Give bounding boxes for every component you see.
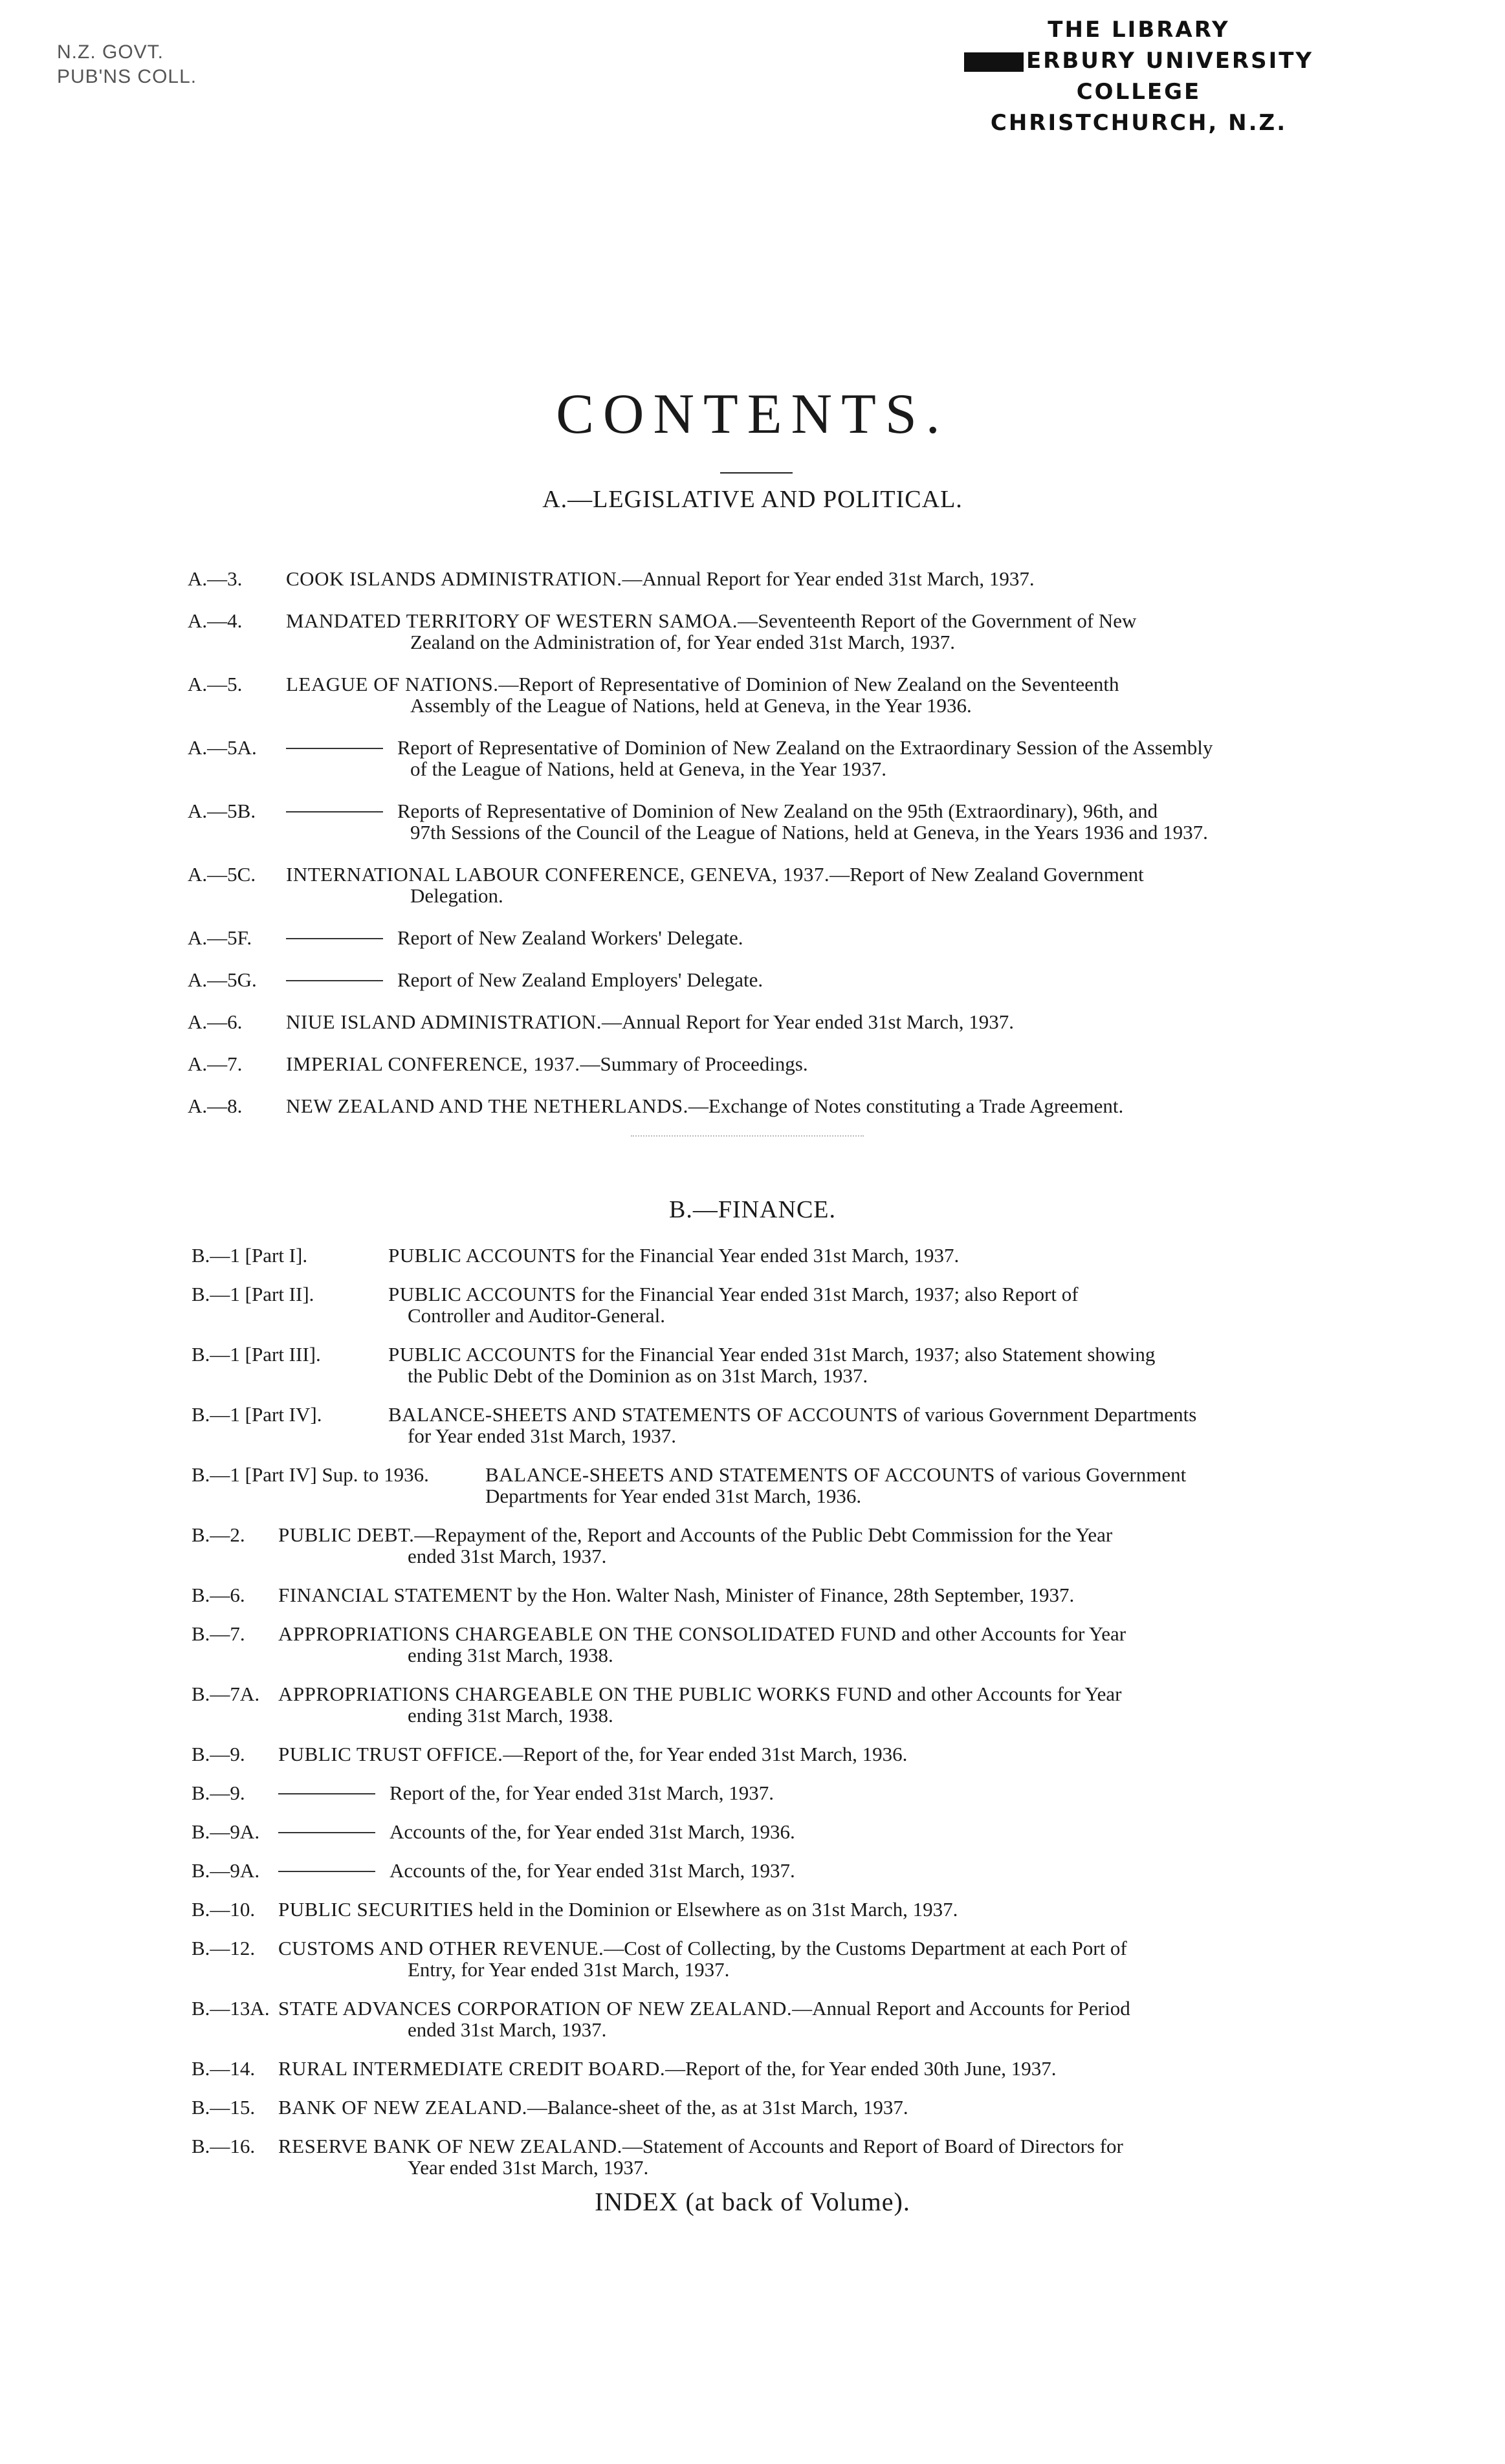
- entry-description: of various Government Departments: [897, 1403, 1197, 1426]
- entry-code: B.—1 [Part II].: [192, 1283, 314, 1305]
- entry-first-line: [388, 1283, 1079, 1305]
- entry-description: for the Financial Year ended 31st March, 1937; also Statement showing: [576, 1343, 1156, 1366]
- entry-code: A.—5F.: [188, 926, 252, 949]
- entry-continuation: Delegation.: [410, 884, 503, 907]
- section-heading-a: A.—LEGISLATIVE AND POLITICAL.: [542, 486, 963, 513]
- ditto-rule: [286, 938, 383, 939]
- entry-description: for the Financial Year ended 31st March, 1937; also Report of: [576, 1283, 1079, 1305]
- contents-entry: [0, 1683, 1505, 1726]
- entry-first-line: [278, 2135, 1123, 2157]
- entry-description: —Annual Report for Year ended 31st March, 1937.: [622, 567, 1035, 590]
- entry-continuation: ending 31st March, 1938.: [408, 1644, 613, 1666]
- ink-blot: [964, 52, 1024, 72]
- entry-text: [388, 1344, 1330, 1386]
- entry-continuation: Controller and Auditor-General.: [408, 1304, 665, 1327]
- section-heading-b: B.—FINANCE.: [668, 1196, 837, 1223]
- entry-continuation: Zealand on the Administration of, for Year ended 31st March, 1937.: [410, 631, 955, 653]
- entry-title: STATE ADVANCES CORPORATION OF NEW ZEALAND.: [278, 1997, 793, 2020]
- ditto-rule: [286, 980, 383, 981]
- entry-continuation: ended 31st March, 1937.: [408, 2018, 607, 2041]
- entry-code: B.—9A.: [192, 1859, 260, 1882]
- entry-code: B.—15.: [192, 2096, 256, 2119]
- contents-entry: [0, 2135, 1505, 2178]
- contents-entry: [0, 864, 1505, 906]
- entry-first-line: [278, 1820, 795, 1843]
- entry-text: [388, 1404, 1330, 1446]
- entry-text: [485, 1464, 1330, 1507]
- entry-title: BALANCE-SHEETS AND STATEMENTS OF ACCOUNTS: [485, 1463, 995, 1486]
- stamp-right-text: ERBURY UNIVERSITY COLLEGE: [1026, 48, 1314, 105]
- stamp-left-line: N.Z. GOVT.: [57, 41, 164, 63]
- entry-text: [278, 2058, 1330, 2079]
- entry-code: A.—7.: [188, 1052, 243, 1075]
- entry-first-line: [485, 1463, 1186, 1486]
- contents-entry: [0, 1782, 1505, 1804]
- entry-code: B.—1 [Part I].: [192, 1244, 308, 1267]
- entry-code: A.—5B.: [188, 800, 256, 822]
- entry-text: [278, 2135, 1330, 2178]
- entry-description: Report of New Zealand Employers' Delegate.: [397, 968, 763, 991]
- entry-first-line: [286, 968, 763, 991]
- entry-description: Accounts of the, for Year ended 31st March, 1936.: [390, 1820, 795, 1843]
- entry-text: [286, 568, 1330, 589]
- contents-entry: [0, 1404, 1505, 1446]
- contents-entry: [0, 2058, 1505, 2079]
- entry-text: [278, 1743, 1330, 1765]
- entry-description: Reports of Representative of Dominion of New Zealand on the 95th (Extraordinary), 96th, and: [397, 800, 1158, 822]
- entry-title: BANK OF NEW ZEALAND.: [278, 2096, 527, 2119]
- entry-description: of various Government: [994, 1463, 1187, 1486]
- entry-first-line: [286, 1010, 1014, 1033]
- entry-text: [278, 1998, 1330, 2040]
- entry-description: for the Financial Year ended 31st March, 1937.: [576, 1244, 960, 1267]
- entry-code: A.—5G.: [188, 968, 257, 991]
- entry-text: [388, 1283, 1330, 1326]
- entry-description: —Annual Report and Accounts for Period: [792, 1997, 1130, 2020]
- contents-entry: [0, 1053, 1505, 1074]
- entry-continuation: Entry, for Year ended 31st March, 1937.: [408, 1958, 730, 1981]
- faint-print-mark: [631, 1135, 864, 1138]
- ditto-rule: [278, 1832, 375, 1833]
- entry-first-line: [278, 1937, 1127, 1959]
- entry-first-line: [278, 1898, 958, 1921]
- entry-first-line: [286, 609, 1136, 632]
- entry-first-line: [388, 1343, 1155, 1366]
- section-b-entries: [0, 1245, 1505, 2196]
- contents-entry: [0, 1623, 1505, 1666]
- entry-text: [286, 927, 1330, 948]
- entry-title: NIUE ISLAND ADMINISTRATION.: [286, 1010, 602, 1033]
- entry-text: [286, 610, 1330, 653]
- entry-title: LEAGUE OF NATIONS.: [286, 673, 499, 695]
- entry-title: PUBLIC TRUST OFFICE.: [278, 1743, 503, 1765]
- entry-title: RURAL INTERMEDIATE CREDIT BOARD.: [278, 2057, 666, 2080]
- entry-code: B.—2.: [192, 1523, 245, 1546]
- entry-description: Report of Representative of Dominion of New Zealand on the Extraordinary Session of the Assembly: [397, 736, 1213, 759]
- entry-text: [278, 1683, 1330, 1726]
- entry-first-line: [286, 673, 1119, 695]
- entry-text: [278, 1782, 1330, 1804]
- contents-entry: [0, 1095, 1505, 1117]
- library-stamp-right: [932, 14, 1346, 138]
- entry-continuation: 97th Sessions of the Council of the League of Nations, held at Geneva, in the Years 1936 and 1937.: [410, 821, 1208, 844]
- entry-description: —Repayment of the, Report and Accounts of the Public Debt Commission for the Year: [414, 1523, 1113, 1546]
- entry-title: APPROPRIATIONS CHARGEABLE ON THE CONSOLIDATED FUND: [278, 1622, 897, 1645]
- entry-text: [286, 673, 1330, 716]
- entry-text: [278, 1899, 1330, 1920]
- contents-entry: [0, 737, 1505, 780]
- entry-text: [278, 1937, 1330, 1980]
- entry-text: [286, 1011, 1330, 1032]
- entry-code: B.—1 [Part IV] Sup. to 1936.: [192, 1463, 429, 1486]
- entry-first-line: [278, 1743, 907, 1765]
- entry-title: PUBLIC SECURITIES: [278, 1898, 474, 1921]
- entry-first-line: [286, 926, 743, 949]
- entry-description: —Cost of Collecting, by the Customs Department at each Port of: [604, 1937, 1127, 1959]
- entry-first-line: [278, 1782, 774, 1804]
- ditto-rule: [286, 811, 383, 812]
- entry-description: Report of New Zealand Workers' Delegate.: [397, 926, 743, 949]
- entry-text: [286, 864, 1330, 906]
- entry-code: B.—14.: [192, 2057, 256, 2080]
- entry-text: [278, 1623, 1330, 1666]
- entry-description: —Annual Report for Year ended 31st March, 1937.: [601, 1010, 1015, 1033]
- entry-code: B.—6.: [192, 1584, 245, 1606]
- contents-entry: [0, 1464, 1505, 1507]
- entry-first-line: [278, 2057, 1057, 2080]
- entry-description: and other Accounts for Year: [896, 1622, 1126, 1645]
- entry-first-line: [388, 1244, 959, 1267]
- entry-description: —Exchange of Notes constituting a Trade Agreement.: [688, 1095, 1124, 1117]
- ditto-rule: [278, 1793, 375, 1794]
- entry-first-line: [278, 1997, 1130, 2020]
- entry-code: B.—9.: [192, 1743, 245, 1765]
- entry-continuation: Assembly of the League of Nations, held at Geneva, in the Year 1936.: [410, 694, 972, 717]
- entry-title: APPROPRIATIONS CHARGEABLE ON THE PUBLIC WORKS FUND: [278, 1683, 892, 1705]
- contents-entry: [0, 1011, 1505, 1032]
- entry-title: PUBLIC ACCOUNTS: [388, 1343, 577, 1366]
- entry-code: A.—5C.: [188, 863, 256, 886]
- contents-entry: [0, 1245, 1505, 1266]
- entry-description: —Statement of Accounts and Report of Board of Directors for: [622, 2135, 1123, 2157]
- contents-entry: [0, 568, 1505, 589]
- entry-description: —Report of the, for Year ended 30th June, 1937.: [665, 2057, 1057, 2080]
- entry-title: PUBLIC ACCOUNTS: [388, 1283, 577, 1305]
- entry-code: B.—7.: [192, 1622, 245, 1645]
- entry-continuation: ended 31st March, 1937.: [408, 1545, 607, 1567]
- entry-title: PUBLIC DEBT.: [278, 1523, 415, 1546]
- contents-entry: [0, 927, 1505, 948]
- entry-code: A.—8.: [188, 1095, 243, 1117]
- contents-entry: [0, 1860, 1505, 1881]
- entry-text: [286, 737, 1330, 780]
- entry-continuation: for Year ended 31st March, 1937.: [408, 1424, 676, 1447]
- entry-first-line: [278, 2096, 908, 2119]
- ditto-rule: [286, 748, 383, 749]
- contents-entry: [0, 2097, 1505, 2118]
- entry-description: —Report of New Zealand Government: [829, 863, 1144, 886]
- entry-description: by the Hon. Walter Nash, Minister of Finance, 28th September, 1937.: [512, 1584, 1075, 1606]
- entry-text: [286, 1095, 1330, 1117]
- entry-title: IMPERIAL CONFERENCE, 1937.: [286, 1052, 580, 1075]
- contents-entry: [0, 1283, 1505, 1326]
- entry-text: [278, 1860, 1330, 1881]
- entry-title: INTERNATIONAL LABOUR CONFERENCE, GENEVA, 1937.: [286, 863, 830, 886]
- contents-entry: [0, 969, 1505, 990]
- entry-description: held in the Dominion or Elsewhere as on 31st March, 1937.: [474, 1898, 958, 1921]
- entry-title: BALANCE-SHEETS AND STATEMENTS OF ACCOUNTS: [388, 1403, 898, 1426]
- ditto-rule: [278, 1871, 375, 1872]
- contents-entry: [0, 1899, 1505, 1920]
- entry-first-line: [388, 1403, 1196, 1426]
- entry-first-line: [286, 1095, 1123, 1117]
- entry-code: B.—16.: [192, 2135, 256, 2157]
- entry-description: —Balance-sheet of the, as at 31st March, 1937.: [527, 2096, 908, 2119]
- entry-text: [278, 1524, 1330, 1567]
- entry-title: PUBLIC ACCOUNTS: [388, 1244, 577, 1267]
- entry-first-line: [278, 1584, 1074, 1606]
- entry-description: —Report of Representative of Dominion of New Zealand on the Seventeenth: [498, 673, 1119, 695]
- stamp-right-line: CHRISTCHURCH, N.Z.: [990, 110, 1288, 136]
- contents-entry: [0, 1998, 1505, 2040]
- entry-text: [286, 800, 1330, 843]
- entry-first-line: [286, 1052, 808, 1075]
- entry-code: B.—7A.: [192, 1683, 260, 1705]
- stamp-right-line: THE LIBRARY: [1048, 17, 1230, 43]
- title-rule: [720, 472, 793, 474]
- entry-continuation: ending 31st March, 1938.: [408, 1704, 613, 1727]
- entry-text: [388, 1245, 1330, 1266]
- entry-first-line: [286, 736, 1213, 759]
- entry-code: B.—9A.: [192, 1820, 260, 1843]
- entry-continuation: of the League of Nations, held at Geneva, in the Year 1937.: [410, 758, 887, 780]
- entry-first-line: [286, 800, 1158, 822]
- entry-code: B.—12.: [192, 1937, 256, 1959]
- contents-entry: [0, 1937, 1505, 1980]
- contents-entry: [0, 1743, 1505, 1765]
- entry-title: CUSTOMS AND OTHER REVENUE.: [278, 1937, 604, 1959]
- entry-code: A.—6.: [188, 1010, 243, 1033]
- contents-entry: [0, 1524, 1505, 1567]
- entry-title: COOK ISLANDS ADMINISTRATION.: [286, 567, 622, 590]
- entry-first-line: [286, 567, 1035, 590]
- entry-title: MANDATED TERRITORY OF WESTERN SAMOA.: [286, 609, 738, 632]
- contents-entry: [0, 610, 1505, 653]
- entry-continuation: Year ended 31st March, 1937.: [408, 2156, 649, 2179]
- entry-title: RESERVE BANK OF NEW ZEALAND.: [278, 2135, 622, 2157]
- entry-code: B.—13A.: [192, 1997, 270, 2020]
- contents-entry: [0, 673, 1505, 716]
- entry-description: —Seventeenth Report of the Government of New: [738, 609, 1137, 632]
- entry-code: B.—1 [Part III].: [192, 1343, 321, 1366]
- contents-entry: [0, 800, 1505, 843]
- entry-code: A.—5A.: [188, 736, 257, 759]
- entry-code: B.—9.: [192, 1782, 245, 1804]
- entry-description: and other Accounts for Year: [892, 1683, 1122, 1705]
- entry-text: [278, 1821, 1330, 1842]
- entry-text: [278, 1584, 1330, 1606]
- index-note: INDEX (at back of Volume).: [595, 2187, 910, 2216]
- entry-code: B.—1 [Part IV].: [192, 1403, 322, 1426]
- entry-title: NEW ZEALAND AND THE NETHERLANDS.: [286, 1095, 688, 1117]
- entry-description: —Summary of Proceedings.: [580, 1052, 808, 1075]
- contents-entry: [0, 1584, 1505, 1606]
- entry-first-line: [286, 863, 1144, 886]
- entry-first-line: [278, 1622, 1126, 1645]
- entry-continuation: the Public Debt of the Dominion as on 31st March, 1937.: [408, 1364, 868, 1387]
- contents-entry: [0, 1821, 1505, 1842]
- stamp-left-line: PUB'NS COLL.: [57, 66, 197, 87]
- entry-code: B.—10.: [192, 1898, 256, 1921]
- entry-title: FINANCIAL STATEMENT: [278, 1584, 512, 1606]
- entry-description: Report of the, for Year ended 31st March, 1937.: [390, 1782, 774, 1804]
- entry-first-line: [278, 1683, 1122, 1705]
- library-stamp-left: [57, 40, 197, 89]
- stamp-right-line-2: [932, 45, 1346, 107]
- page-title: CONTENTS.: [556, 383, 949, 446]
- entry-text: [278, 2097, 1330, 2118]
- entry-code: A.—5.: [188, 673, 243, 695]
- entry-description: Accounts of the, for Year ended 31st March, 1937.: [390, 1859, 795, 1882]
- contents-entry: [0, 1344, 1505, 1386]
- entry-description: —Report of the, for Year ended 31st March, 1936.: [503, 1743, 908, 1765]
- entry-continuation: Departments for Year ended 31st March, 1936.: [485, 1485, 862, 1507]
- entry-first-line: [278, 1523, 1112, 1546]
- entry-text: [286, 1053, 1330, 1074]
- entry-code: A.—4.: [188, 609, 243, 632]
- section-a-entries: [0, 568, 1505, 1137]
- entry-text: [286, 969, 1330, 990]
- entry-code: A.—3.: [188, 567, 243, 590]
- entry-first-line: [278, 1859, 795, 1882]
